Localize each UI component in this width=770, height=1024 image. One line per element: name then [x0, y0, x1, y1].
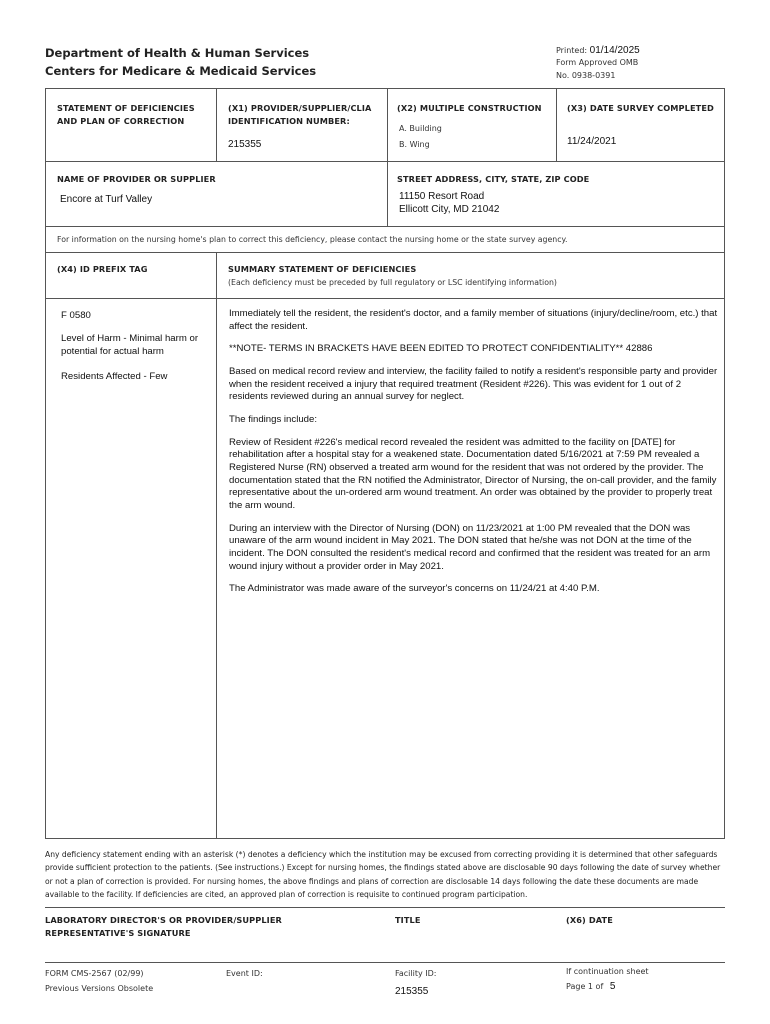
divider — [556, 88, 557, 161]
title-label: TITLE — [395, 915, 421, 925]
divider — [216, 252, 217, 839]
frame-right — [724, 88, 725, 839]
building-label: A. Building — [399, 124, 442, 133]
frame-left — [45, 88, 46, 839]
page-counter — [566, 981, 615, 992]
x3-label: (X3) DATE SURVEY COMPLETED — [567, 103, 714, 113]
survey-date: 11/24/2021 — [567, 136, 617, 147]
statement-label: STATEMENT OF DEFICIENCIES AND PLAN OF CORRECTION — [57, 103, 195, 126]
form-approved: Form Approved OMB — [556, 58, 639, 67]
summary-paragraph: Review of Resident #226's medical record revealed the resident was admitted to the facility on [DATE] for rehabilitation after a hospital stay for a weakened state. Documentation dated 5/16/2021 at 7:59 PM revealed a Registered Nurse (RN) observed a treated arm wound for the resident that was not ordered by the provider. The documentation stated that the RN notified the Administrator, Director of Nursing, the on-call provider, and the family representative about the un-ordered arm wound treatment. An order was obtained by the provider to properly treat the arm wound. — [229, 436, 717, 511]
printed-label: Printed: — [556, 46, 588, 55]
divider — [216, 88, 217, 161]
page-label: Page 1 of — [566, 982, 604, 991]
wing-label: B. Wing — [399, 140, 430, 149]
residents-affected: Residents Affected - Few — [61, 371, 168, 382]
summary-paragraph: Based on medical record review and interview, the facility failed to notify a resident's responsible party and provider when the resident received a injury that required treatment (Resident #226). This was evident for 1 out of 2 residents reviewed during an annual survey for neglect. — [229, 365, 718, 403]
date-label: (X6) DATE — [566, 915, 613, 925]
frame-bottom — [45, 838, 725, 839]
x2-label: (X2) MULTIPLE CONSTRUCTION — [397, 103, 542, 113]
address-city: Ellicott City, MD 21042 — [399, 204, 500, 215]
omb-number: No. 0938-0391 — [556, 71, 616, 80]
event-id-label: Event ID: — [226, 969, 263, 978]
provider-name-label: NAME OF PROVIDER OR SUPPLIER — [57, 174, 216, 184]
summary-paragraph: **NOTE- TERMS IN BRACKETS HAVE BEEN EDITED TO PROTECT CONFIDENTIALITY** 42886 — [229, 343, 653, 355]
divider — [45, 907, 725, 908]
form-number: FORM CMS-2567 (02/99) — [45, 969, 144, 978]
printed-stamp — [556, 45, 640, 56]
level-of-harm: Level of Harm - Minimal harm or potential for actual harm — [61, 333, 199, 357]
page-total: 5 — [609, 981, 616, 992]
divider — [387, 88, 388, 161]
agency-name: Department of Health & Human Services — [45, 46, 310, 60]
summary-note: (Each deficiency must be preceded by full regulatory or LSC identifying information) — [228, 278, 557, 287]
divider — [45, 226, 725, 227]
deficiency-tag: F 0580 — [61, 310, 91, 321]
facility-id: 215355 — [395, 986, 429, 997]
facility-id-label: Facility ID: — [395, 969, 437, 978]
summary-body — [229, 308, 719, 606]
signature-label: LABORATORY DIRECTOR'S OR PROVIDER/SUPPLIER REPRESENTATIVE'S SIGNATURE — [45, 915, 282, 938]
divider — [45, 252, 725, 253]
summary-paragraph: The Administrator was made aware of the surveyor's concerns on 11/24/21 at 4:40 P.M. — [229, 583, 600, 595]
summary-paragraph: During an interview with the Director of Nursing (DON) on 11/23/2021 at 1:00 PM revealed that the DON was unaware of the arm wound incident in May 2021. The DON stated that he/she was not DON at the time of the incident. The DON consulted the resident's medical record and confirmed that the resident was treated for an arm wound injury without a provider order in May 2021. — [229, 522, 711, 572]
agency-subname: Centers for Medicare & Medicaid Services — [45, 64, 317, 78]
divider — [45, 161, 725, 162]
info-line: For information on the nursing home's plan to correct this deficiency, please contact the nursing home or the state survey agency. — [57, 235, 568, 244]
disclaimer: Any deficiency statement ending with an asterisk (*) denotes a deficiency which the institution may be excused from correcting providing it is determined that other safeguards provide sufficient protection to the patients. (See instructions.) Except for nursing homes, the findings stated above are disclosable 90 days following the date of survey whether or not a plan of correction is provided. For nursing homes, the above findings and plans of correction are disclosable 14 days following the date these documents are made available to the facility. If deficiencies are cited, an approved plan of correction is requisite to continued program participation. — [45, 850, 721, 899]
printed-date: 01/14/2025 — [589, 45, 640, 56]
x1-label: (X1) PROVIDER/SUPPLIER/CLIA IDENTIFICATION NUMBER: — [228, 103, 372, 126]
divider — [45, 298, 725, 299]
address-street: 11150 Resort Road — [399, 191, 485, 202]
address-label: STREET ADDRESS, CITY, STATE, ZIP CODE — [397, 174, 590, 184]
frame-top — [45, 88, 725, 89]
summary-paragraph: Immediately tell the resident, the resident's doctor, and a family member of situations (injury/decline/room, etc.) that affect the resident. — [229, 308, 718, 332]
divider — [387, 161, 388, 226]
x4-label: (X4) ID PREFIX TAG — [57, 264, 148, 274]
divider — [45, 962, 725, 963]
obsolete-note: Previous Versions Obsolete — [45, 984, 154, 993]
summary-label: SUMMARY STATEMENT OF DEFICIENCIES — [228, 264, 417, 274]
provider-name: Encore at Turf Valley — [60, 194, 153, 205]
summary-paragraph: The findings include: — [229, 413, 317, 425]
continuation-note: If continuation sheet — [566, 967, 649, 976]
provider-id: 215355 — [228, 139, 262, 150]
